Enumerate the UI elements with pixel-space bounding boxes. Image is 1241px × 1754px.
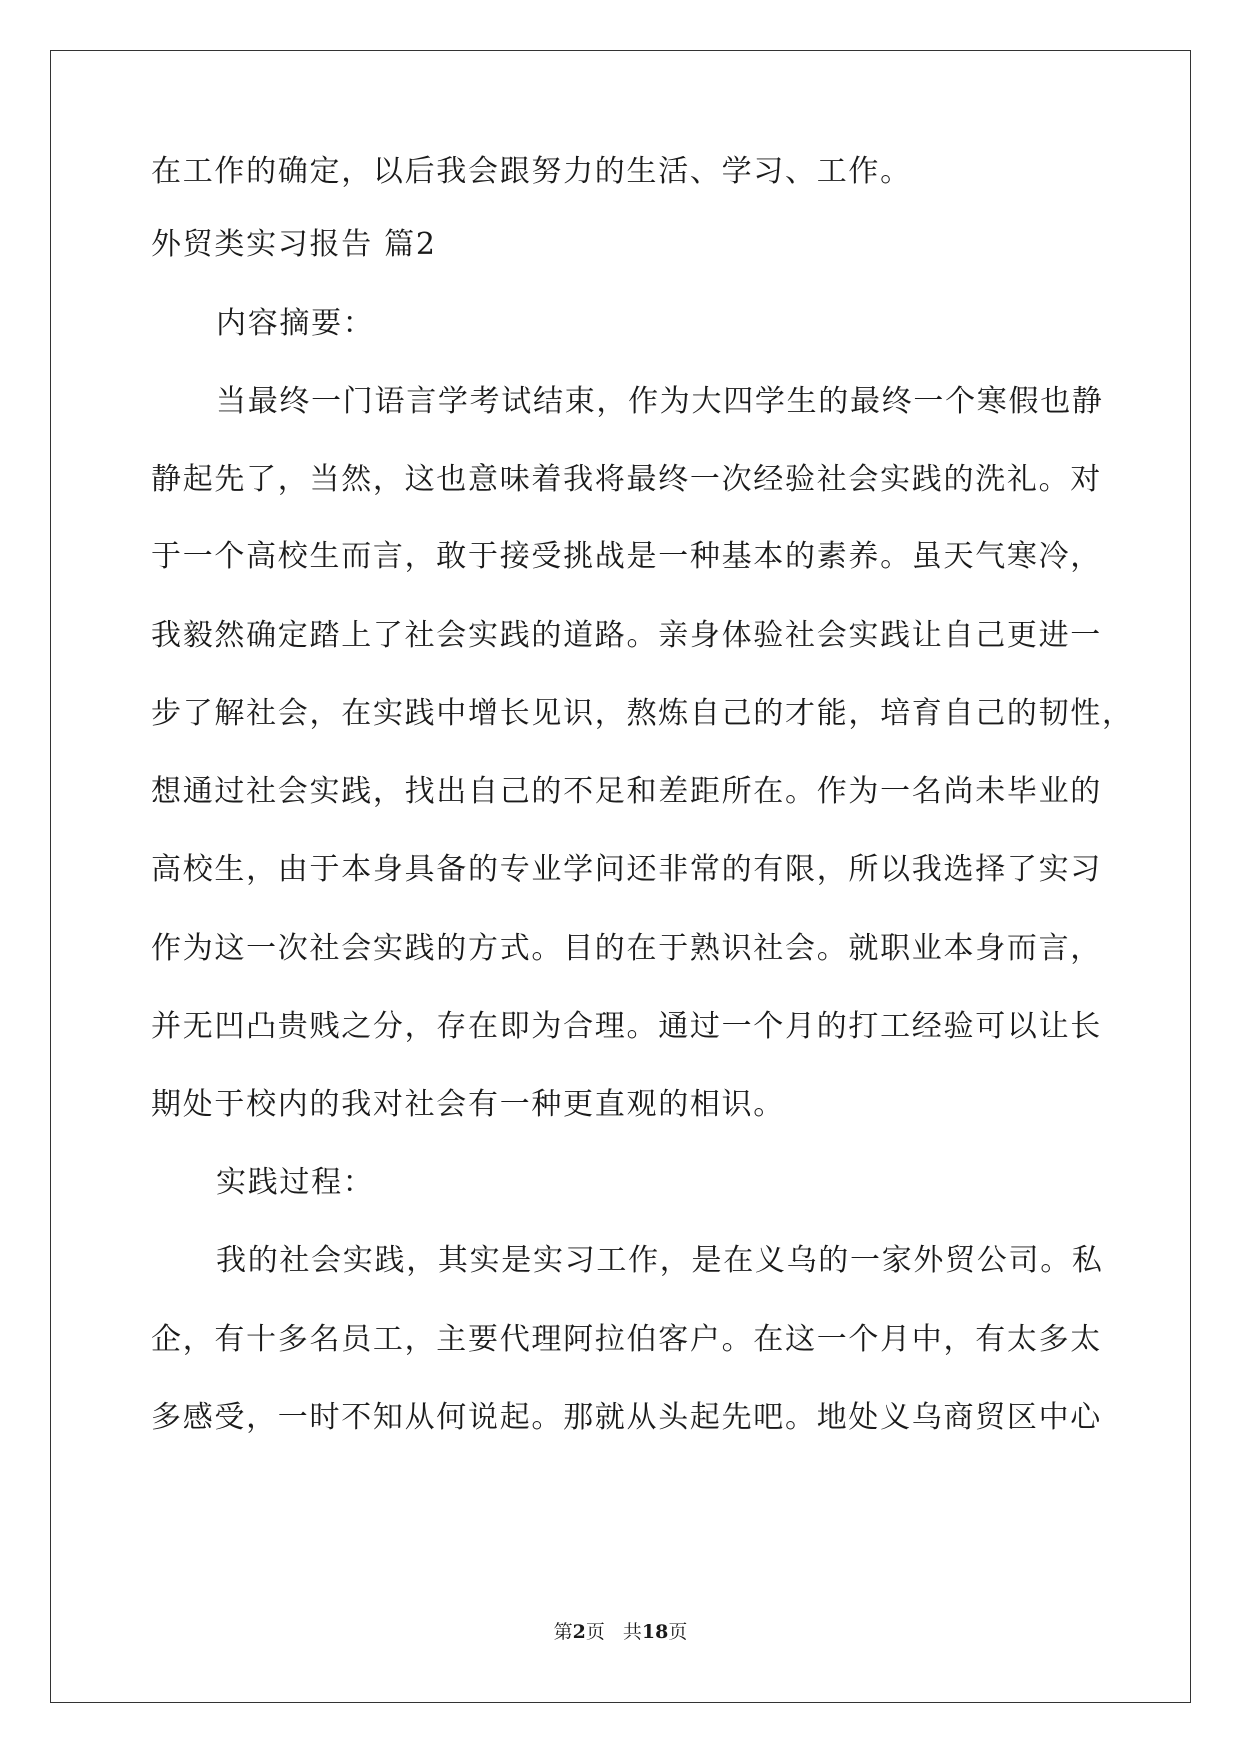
- page-footer: [0, 1620, 1241, 1644]
- paragraph-line: 并无凹凸贵贱之分，存在即为合理。通过一个月的打工经验可以让长: [151, 1009, 1102, 1044]
- paragraph-line: 多感受，一时不知从何说起。那就从头起先吧。地处义乌商贸区中心: [151, 1400, 1102, 1435]
- paragraph-line: 静起先了，当然，这也意味着我将最终一次经验社会实践的洗礼。对: [151, 462, 1102, 497]
- paragraph-line: 作为这一次社会实践的方式。目的在于熟识社会。就职业本身而言，: [151, 931, 1102, 966]
- paragraph-line: 于一个高校生而言，敢于接受挑战是一种基本的素养。虽天气寒冷，: [151, 539, 1102, 574]
- paragraph-line: 在工作的确定，以后我会跟努力的生活、学习、工作。: [151, 154, 912, 189]
- paragraph-line: 期处于校内的我对社会有一种更直观的相识。: [151, 1087, 785, 1122]
- section-heading: 外贸类实习报告 篇2: [151, 227, 437, 262]
- page-prefix: 第: [553, 1621, 573, 1643]
- abstract-heading: 内容摘要：: [216, 306, 375, 341]
- paragraph-line: 我毅然确定踏上了社会实践的道路。亲身体验社会实践让自己更进一: [151, 618, 1102, 653]
- total-suffix: 页: [668, 1621, 688, 1643]
- total-prefix: 共: [622, 1621, 642, 1643]
- practice-heading: 实践过程：: [216, 1165, 375, 1200]
- page-suffix: 页: [585, 1621, 605, 1643]
- paragraph-line: 企，有十多名员工，主要代理阿拉伯客户。在这一个月中，有太多太: [151, 1322, 1102, 1357]
- paragraph-line: 步了解社会，在实践中增长见识，熬炼自己的才能，培育自己的韧性，: [151, 696, 1134, 731]
- paragraph-line: 高校生，由于本身具备的专业学问还非常的有限，所以我选择了实习: [151, 852, 1102, 887]
- paragraph-line: 当最终一门语言学考试结束，作为大四学生的最终一个寒假也静: [216, 384, 1104, 419]
- page-number: 2: [572, 1621, 586, 1643]
- total-pages: 18: [641, 1621, 669, 1643]
- paragraph-line: 想通过社会实践，找出自己的不足和差距所在。作为一名尚未毕业的: [151, 774, 1102, 809]
- paragraph-line: 我的社会实践，其实是实习工作，是在义乌的一家外贸公司。私: [216, 1243, 1104, 1278]
